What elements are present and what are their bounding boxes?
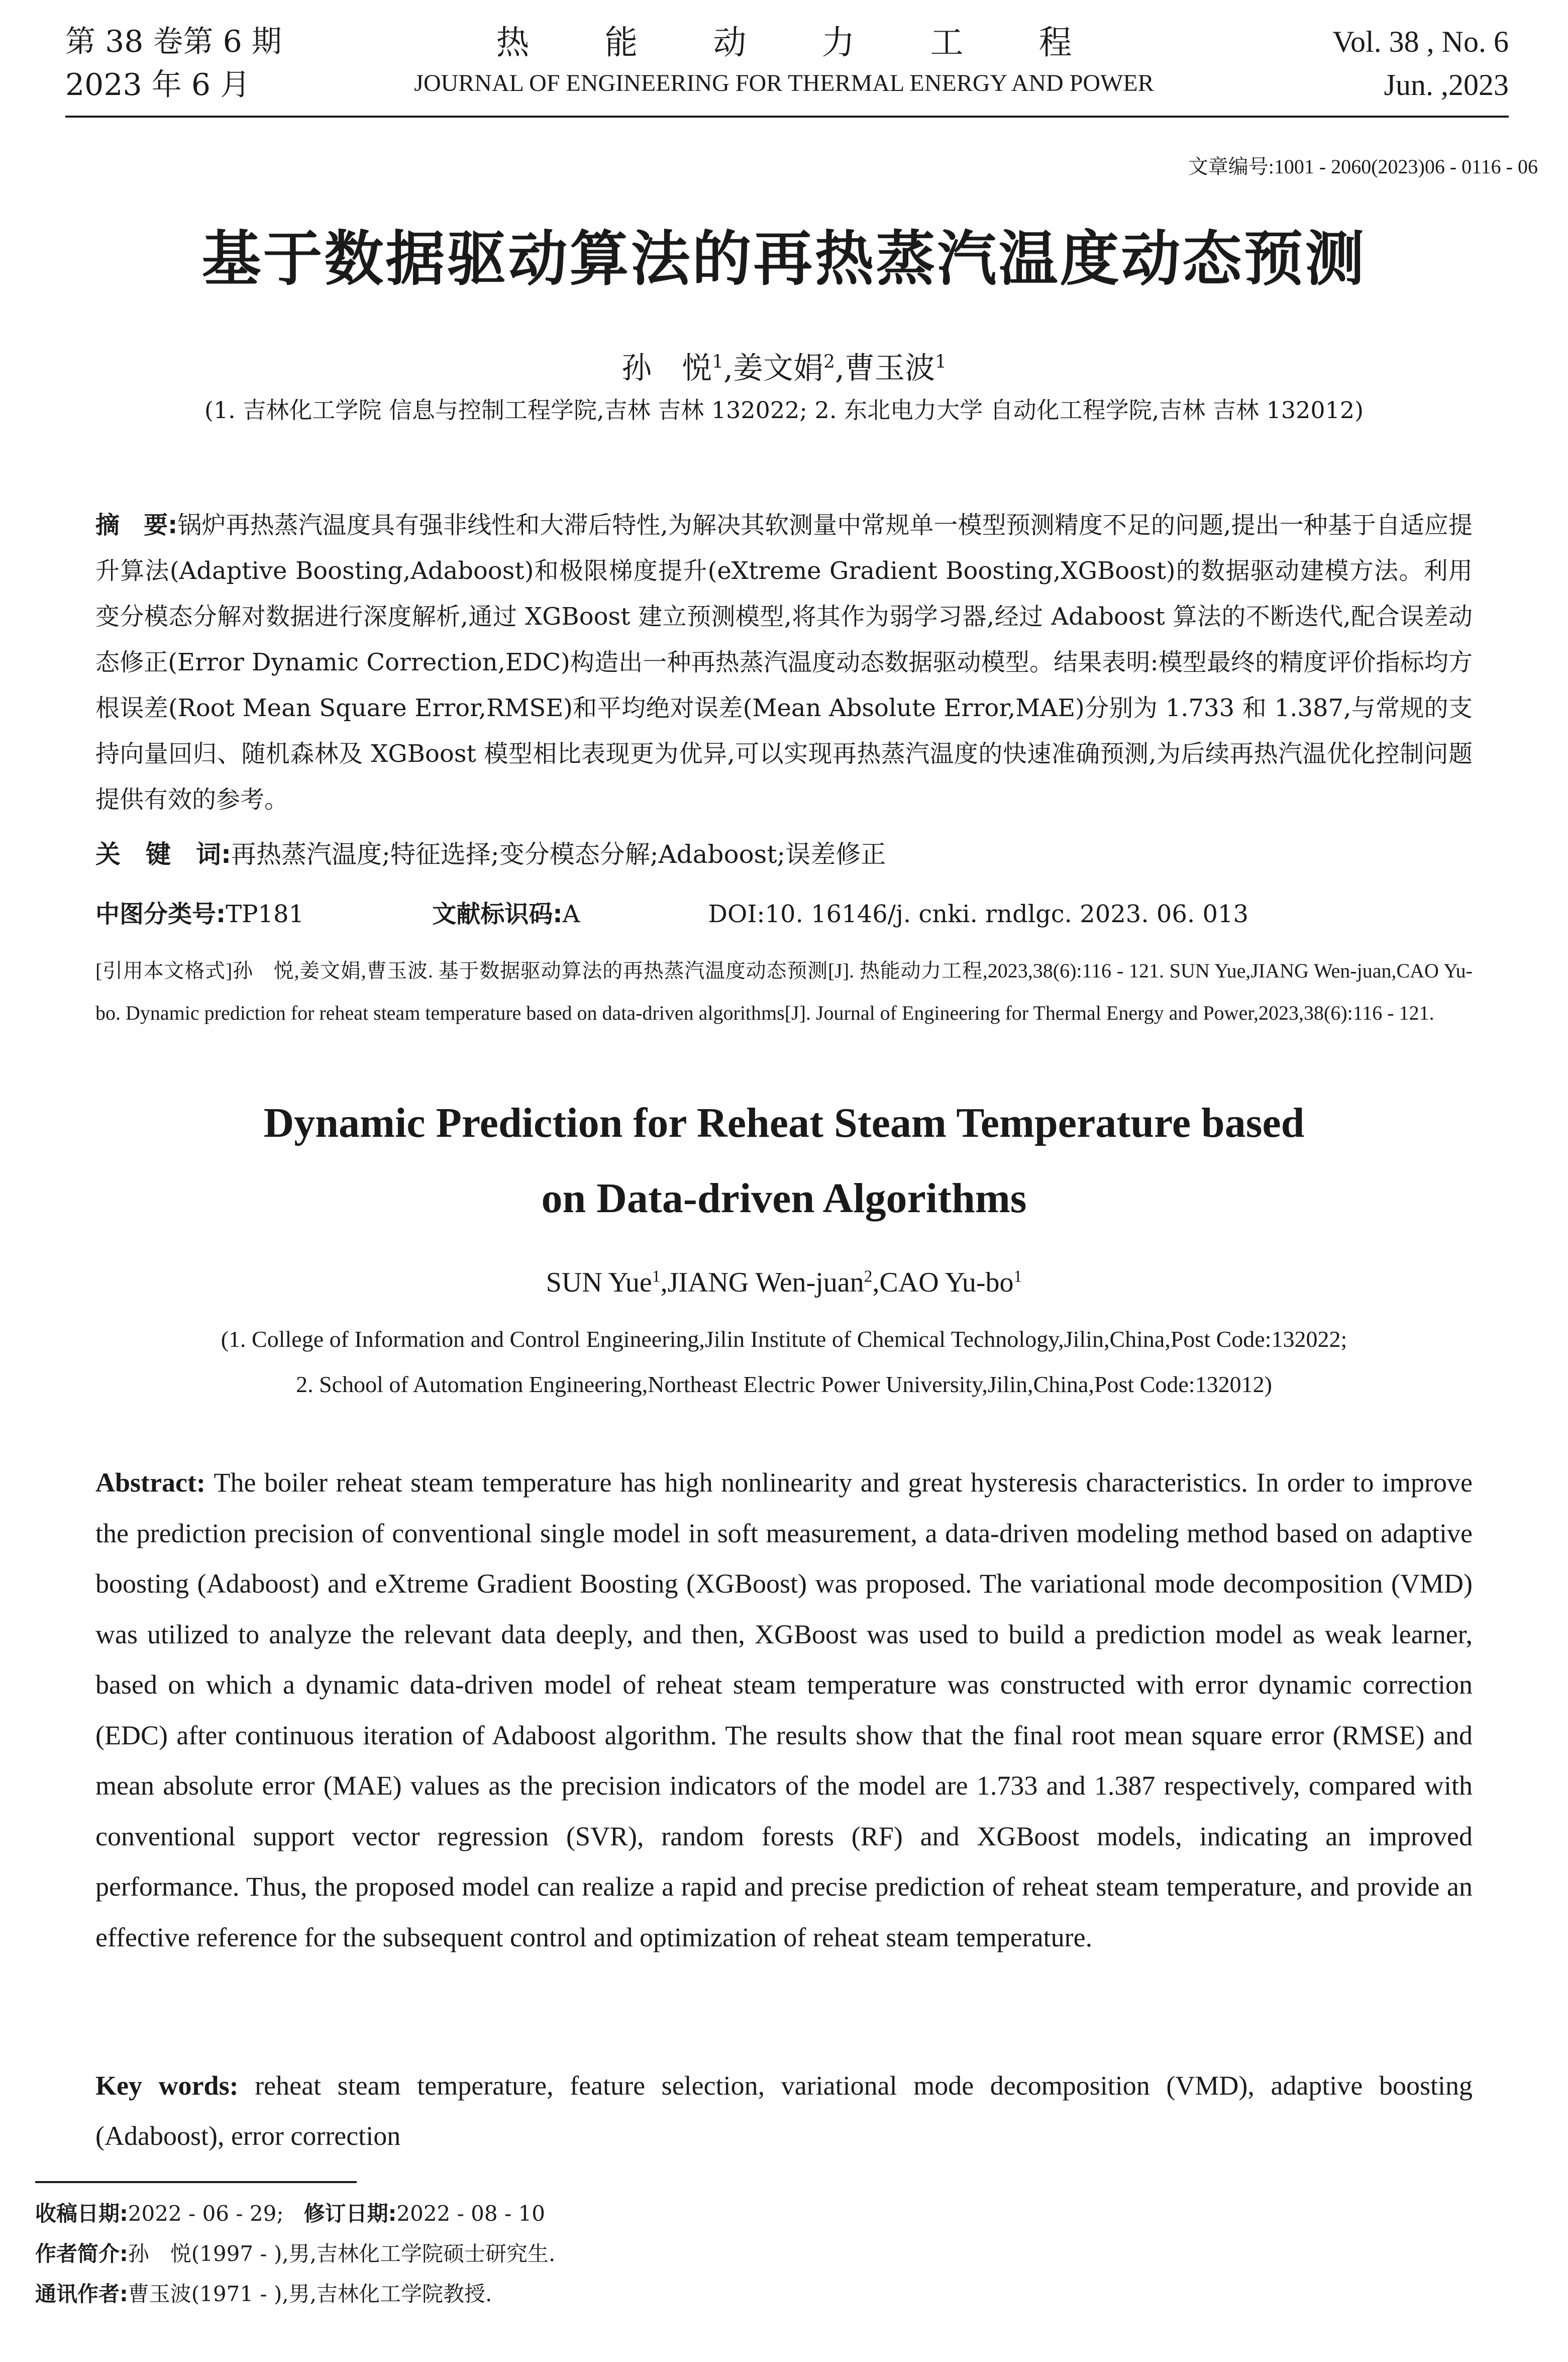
author-affiliation-mark: 1 (1013, 1267, 1022, 1286)
keywords-en (95, 2060, 1473, 2161)
corresponding-label: 通讯作者: (35, 2282, 128, 2306)
footnote-corresponding-author (35, 2274, 492, 2314)
header-date-cn: 2023 年 6 月 (65, 67, 251, 103)
bio-label: 作者简介: (35, 2241, 128, 2266)
bio-text: 孙 悦(1997 - ),男,吉林化工学院硕士研究生. (128, 2241, 556, 2266)
author-list-en: SUN Yue$^1$,JIANG Wen-juan$^2$,CAO $Yu-bo^1$ (546, 1267, 1022, 1298)
revised-label: 修订日期: (303, 2201, 397, 2226)
keywords-cn (95, 834, 886, 870)
keywords-cn-label: 关 键 词: (95, 840, 231, 869)
author-affiliation-mark: 1 (935, 352, 947, 372)
clc-value: TP181 (226, 900, 304, 928)
author-list-cn: 孙 悦$^1$,姜文娟$^2$,曹玉波$^1$ (621, 351, 947, 386)
doc-code-value: A (562, 900, 580, 928)
affiliation-cn: (1. 吉林化工学院 信息与控制工程学院,吉林 吉林 132022; 2. 东北电力大学 自动化工程学院,吉林 吉林 132012) (204, 397, 1364, 424)
article-number: 文章编号:1001 - 2060(2023)06 - 0116 - 06 (1188, 155, 1538, 178)
author-name: 姜文娟 (733, 351, 824, 386)
received-label: 收稿日期: (35, 2201, 128, 2226)
abstract-en (95, 1457, 1473, 1962)
doi: DOI:10. 16146/j. cnki. rndlgc. 2023. 06. 013 (708, 900, 1249, 928)
classification-line (95, 895, 1309, 929)
abstract-cn-text: 锅炉再热蒸汽温度具有强非线性和大滞后特性,为解决其软测量中常规单一模型预测精度不足的问题,提出一种基于自适应提升算法(Adaptive Boosting,Adaboost)和极限梯度提升(eXtreme Gradient Boosting,XGBoost)的数据驱动建模方法。利用变分模态分解对数据进行深度解析,通过 XGBoost 建立预测模型,将其作为弱学习器,经过 Adaboost 算法的不断迭代,配合误差动态修正(Error Dynamic Correction,EDC)构造出一种再热蒸汽温度动态数据驱动模型。结果表明:模型最终的精度评价指标均方根误差(Root Mean Square Error,RMSE)和平均绝对误差(Mean Absolute Error,MAE)分别为 1.733 和 1.387,与常规的支持向量回归、随机森林及 XGBoost 模型相比表现更为优异,可以实现再热蒸汽温度的快速准确预测,为后续再热汽温优化控制问题提供有效的参考。 (95, 511, 1473, 814)
header-divider (65, 116, 1509, 118)
footnote-author-bio (35, 2234, 555, 2274)
citation-label: [引用本文格式] (95, 959, 233, 982)
revised-date: 2022 - 08 - 10 (396, 2201, 545, 2226)
author-name: SUN Yue (546, 1267, 652, 1298)
abstract-cn-label: 摘 要: (95, 511, 178, 539)
paper-title-cn: 基于数据驱动算法的再热蒸汽温度动态预测 (201, 224, 1367, 293)
paper-title-en (0, 1086, 1568, 1236)
doc-code-label: 文献标识码: (432, 900, 563, 928)
author-name: 孙 悦 (621, 351, 712, 386)
footnote-divider (35, 2181, 357, 2183)
clc-label: 中图分类号: (95, 900, 226, 928)
citation-format (95, 950, 1473, 1034)
header-volume-cn: 第 38 卷第 6 期 (65, 24, 282, 59)
author-affiliation-mark: 1 (652, 1267, 661, 1286)
paper-title-en-line1: Dynamic Prediction for Reheat Steam Temperature based (263, 1100, 1305, 1146)
abstract-en-label: Abstract: (95, 1467, 205, 1498)
author-name: CAO Yu-bo (879, 1267, 1014, 1298)
header-volume-en (1332, 20, 1509, 107)
received-date: 2022 - 06 - 29; (128, 2201, 284, 2226)
corresponding-text: 曹玉波(1971 - ),男,吉林化工学院教授. (128, 2282, 492, 2306)
abstract-cn (95, 503, 1473, 823)
author-affiliation-mark: 2 (864, 1267, 873, 1286)
keywords-en-label: Key words: (95, 2071, 239, 2101)
header-volume-en-line: Vol. 38 , No. 6 (1332, 25, 1509, 58)
keywords-cn-text: 再热蒸汽温度;特征选择;变分模态分解;Adaboost;误差修正 (231, 840, 886, 869)
abstract-en-text: The boiler reheat steam temperature has high nonlinearity and great hysteresis characteristics. In order to improve the prediction precision of conventional single model in soft measurement, a data-driven modeling method based on adaptive boosting (Adaboost) and eXtreme Gradient Boosting (XGBoost) was proposed. The variational mode decomposition (VMD) was utilized to analyze the relevant data deeply, and then, XGBoost was used to build a prediction model as weak learner, based on which a dynamic data-driven model of reheat steam temperature was constructed with error dynamic correction (EDC) after continuous iteration of Adaboost algorithm. The results show that the final root mean square error (RMSE) and mean absolute error (MAE) values as the precision indicators of the model are 1.733 and 1.387 respectively, compared with conventional support vector regression (SVR), random forests (RF) and XGBoost models, indicating an improved performance. Thus, the proposed model can realize a rapid and precise prediction of reheat steam temperature, and provide an effective reference for the subsequent control and optimization of reheat steam temperature. (95, 1467, 1473, 1952)
author-affiliation-mark: 1 (712, 352, 723, 372)
author-name: JIANG Wen-juan (667, 1267, 864, 1298)
journal-name-en: JOURNAL OF ENGINEERING FOR THERMAL ENERGY AND POWER (414, 70, 1154, 96)
affiliation-en (0, 1317, 1568, 1407)
header-date-en: Jun. ,2023 (1384, 68, 1509, 102)
clc-code (95, 900, 364, 928)
document-code (432, 900, 640, 928)
affiliation-en-line1: (1. College of Information and Control Engineering,Jilin Institute of Chemical Technology,Jilin,China,Post Code:132022; (221, 1326, 1347, 1352)
author-name: 曹玉波 (845, 351, 935, 386)
paper-title-en-line2: on Data-driven Algorithms (541, 1175, 1027, 1222)
citation-text: 孙 悦,姜文娟,曹玉波. 基于数据驱动算法的再热蒸汽温度动态预测[J]. 热能动力工程,2023,38(6):116 - 121. SUN Yue,JIANG Wen-juan,CAO Yu-bo. Dynamic prediction for reheat steam temperature based on data-driven algorithms[J]. Journal of Engineering for Thermal Energy and Power,2023,38(6):116 - 121. (95, 959, 1473, 1024)
keywords-en-text: reheat steam temperature, feature selection, variational mode decomposition (VMD), adaptive boosting (Adaboost), error correction (95, 2071, 1473, 2151)
affiliation-en-line2: 2. School of Automation Engineering,Northeast Electric Power University,Jilin,China,Post Code:132012) (296, 1371, 1272, 1397)
footnote-dates (35, 2194, 545, 2234)
author-affiliation-mark: 2 (823, 352, 835, 372)
journal-name-cn: 热能动力工程 (496, 23, 1147, 62)
